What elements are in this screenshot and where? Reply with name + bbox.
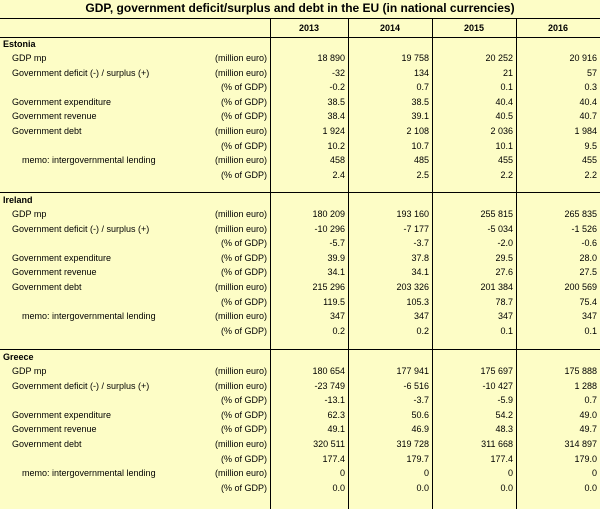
row-label: Government debt	[12, 282, 82, 292]
value-cell: 34.1	[327, 267, 345, 278]
row-label: Government deficit (-) / surplus (+)	[12, 223, 150, 234]
year-header: 2015	[463, 23, 485, 33]
year-header: 2016	[547, 23, 569, 33]
row-label: Government revenue	[12, 424, 97, 435]
row-unit: (% of GDP)	[220, 169, 267, 180]
value-cell: 0	[507, 468, 513, 479]
value-cell: 49.7	[579, 424, 597, 435]
value-cell: 2.4	[332, 169, 345, 180]
value-cell: 0.0	[416, 482, 429, 493]
row-label: Government revenue	[12, 267, 97, 278]
value-cell: 215 296	[312, 282, 345, 292]
value-cell: 1 288	[574, 380, 597, 391]
value-cell: 311 668	[481, 439, 513, 449]
value-cell: 19 758	[401, 53, 429, 63]
row-unit: (million euro)	[214, 223, 267, 234]
row-label: Government expenditure	[12, 409, 112, 420]
value-cell: 2 108	[406, 126, 429, 136]
value-cell: -3.7	[413, 395, 429, 406]
value-cell: 0	[591, 468, 597, 479]
value-cell: 177 941	[396, 366, 429, 376]
row-unit: (million euro)	[214, 380, 267, 391]
column-divider	[432, 18, 433, 509]
column-divider	[348, 18, 349, 509]
value-cell: -1 526	[571, 223, 597, 234]
row-unit: (million euro)	[214, 439, 267, 449]
row-label: Government deficit (-) / surplus (+)	[12, 67, 150, 78]
value-cell: 455	[581, 155, 597, 166]
row-label: GDP mp	[12, 209, 47, 219]
value-cell: 2.2	[500, 169, 513, 180]
table-row	[0, 364, 600, 378]
value-cell: 38.5	[327, 96, 345, 107]
value-cell: 0.0	[584, 482, 597, 493]
table-title: GDP, government deficit/surplus and debt in the EU (in national currencies)	[85, 1, 515, 15]
value-cell: 347	[413, 311, 429, 322]
value-cell: 38.5	[411, 96, 429, 107]
value-cell: 0.0	[500, 482, 513, 493]
value-cell: 485	[413, 155, 429, 166]
value-cell: 49.1	[327, 424, 345, 435]
row-unit: (million euro)	[214, 67, 267, 78]
value-cell: 0.0	[332, 482, 345, 493]
row-label: Government revenue	[12, 111, 97, 122]
value-cell: 0.2	[416, 325, 429, 336]
value-cell: 175 697	[480, 366, 513, 376]
value-cell: -5 034	[487, 223, 513, 234]
value-cell: 0	[339, 468, 345, 479]
row-unit: (% of GDP)	[220, 482, 267, 493]
value-cell: 2.2	[584, 169, 597, 180]
table-row	[0, 265, 600, 279]
value-cell: 203 326	[396, 282, 429, 292]
value-cell: 0.1	[584, 325, 597, 336]
value-cell: 37.8	[411, 252, 429, 263]
value-cell: -2.0	[497, 238, 513, 249]
year-header: 2013	[298, 23, 320, 33]
value-cell: -0.2	[329, 82, 345, 93]
value-cell: 175 888	[564, 366, 597, 376]
value-cell: 49.0	[579, 409, 597, 420]
value-cell: 347	[329, 311, 345, 322]
table-row	[0, 109, 600, 123]
table-row	[0, 139, 600, 153]
table-row	[0, 153, 600, 167]
value-cell: -32	[331, 67, 345, 78]
row-label: Government deficit (-) / surplus (+)	[12, 380, 150, 391]
value-cell: 319 728	[396, 439, 429, 449]
table-row	[0, 295, 600, 309]
row-unit: (million euro)	[214, 155, 267, 166]
value-cell: 34.1	[411, 267, 429, 278]
value-cell: 0.7	[416, 82, 429, 93]
row-unit: (% of GDP)	[220, 140, 267, 151]
row-label: memo: intergovernmental lending	[22, 311, 156, 322]
value-cell: 320 511	[313, 439, 345, 449]
table-row	[0, 80, 600, 94]
table-row	[0, 66, 600, 80]
value-cell: 57	[586, 67, 597, 78]
value-cell: 177.4	[490, 453, 513, 464]
row-unit: (million euro)	[214, 366, 267, 376]
value-cell: 179.7	[406, 453, 429, 464]
row-unit: (% of GDP)	[220, 409, 267, 420]
value-cell: 455	[497, 155, 513, 166]
row-label: memo: intergovernmental lending	[22, 468, 156, 479]
row-label: Government debt	[12, 126, 82, 136]
table-row	[0, 379, 600, 393]
value-cell: 40.7	[579, 111, 597, 122]
value-cell: 119.5	[323, 296, 345, 307]
value-cell: -23 749	[314, 380, 345, 391]
row-label: memo: intergovernmental lending	[22, 155, 156, 166]
value-cell: 0.3	[584, 82, 597, 93]
row-unit: (% of GDP)	[220, 296, 267, 307]
value-cell: 10.1	[495, 140, 513, 151]
row-label: Government expenditure	[12, 252, 112, 263]
value-cell: -5.9	[497, 395, 513, 406]
country-title: Greece	[3, 352, 34, 362]
table-row	[0, 207, 600, 221]
row-unit: (million euro)	[214, 311, 267, 322]
value-cell: 201 384	[480, 282, 513, 292]
value-cell: 10.2	[327, 140, 345, 151]
value-cell: 179.0	[574, 453, 597, 464]
row-unit: (million euro)	[214, 282, 267, 292]
value-cell: 28.0	[579, 252, 597, 263]
value-cell: 1 924	[322, 126, 345, 136]
row-unit: (% of GDP)	[220, 424, 267, 435]
value-cell: 0.1	[500, 82, 513, 93]
row-unit: (% of GDP)	[220, 111, 267, 122]
table-row	[0, 168, 600, 182]
value-cell: 29.5	[495, 252, 513, 263]
section-divider	[0, 192, 600, 193]
value-cell: 0.2	[332, 325, 345, 336]
value-cell: 1 984	[574, 126, 597, 136]
row-unit: (million euro)	[214, 126, 267, 136]
value-cell: 75.4	[579, 296, 597, 307]
table-row	[0, 124, 600, 138]
row-unit: (% of GDP)	[220, 453, 267, 464]
value-cell: 40.4	[495, 96, 513, 107]
value-cell: 27.6	[495, 267, 513, 278]
value-cell: 0.7	[584, 395, 597, 406]
table-row	[0, 280, 600, 294]
country-title: Estonia	[3, 39, 36, 49]
row-unit: (million euro)	[214, 53, 267, 63]
value-cell: 0.1	[500, 325, 513, 336]
value-cell: 177.4	[322, 453, 345, 464]
row-unit: (% of GDP)	[220, 395, 267, 406]
row-label: GDP mp	[12, 53, 47, 63]
row-unit: (million euro)	[214, 468, 267, 479]
value-cell: 50.6	[411, 409, 429, 420]
value-cell: 46.9	[411, 424, 429, 435]
table-row	[0, 481, 600, 495]
section-divider	[0, 349, 600, 350]
value-cell: -10 427	[482, 380, 513, 391]
value-cell: 105.3	[406, 296, 429, 307]
value-cell: 347	[581, 311, 597, 322]
value-cell: 2.5	[416, 169, 429, 180]
table-row	[0, 408, 600, 422]
value-cell: 0	[423, 468, 429, 479]
value-cell: -5.7	[329, 238, 345, 249]
value-cell: 10.7	[411, 140, 429, 151]
row-unit: (% of GDP)	[220, 252, 267, 263]
value-cell: 20 252	[485, 53, 513, 63]
row-unit: (% of GDP)	[220, 267, 267, 278]
value-cell: 38.4	[327, 111, 345, 122]
value-cell: 39.1	[411, 111, 429, 122]
column-divider	[270, 18, 271, 509]
value-cell: 40.4	[579, 96, 597, 107]
table-row	[0, 251, 600, 265]
table-row	[0, 466, 600, 480]
value-cell: 62.3	[327, 409, 345, 420]
value-cell: 27.5	[579, 267, 597, 278]
table-row	[0, 437, 600, 451]
value-cell: -3.7	[413, 238, 429, 249]
value-cell: 39.9	[327, 252, 345, 263]
value-cell: 78.7	[495, 296, 513, 307]
row-unit: (% of GDP)	[220, 238, 267, 249]
value-cell: 18 890	[317, 53, 345, 63]
row-label: GDP mp	[12, 366, 47, 376]
table-row	[0, 309, 600, 323]
row-unit: (% of GDP)	[220, 82, 267, 93]
value-cell: -10 296	[314, 223, 345, 234]
column-divider	[516, 18, 517, 509]
value-cell: 255 815	[480, 209, 513, 219]
table-row	[0, 324, 600, 338]
table-row	[0, 222, 600, 236]
value-cell: 54.2	[495, 409, 513, 420]
value-cell: 314 897	[564, 439, 597, 449]
value-cell: 2 036	[490, 126, 513, 136]
value-cell: 48.3	[495, 424, 513, 435]
row-unit: (% of GDP)	[220, 96, 267, 107]
row-label: Government debt	[12, 439, 82, 449]
row-label: Government expenditure	[12, 96, 112, 107]
table-row	[0, 95, 600, 109]
value-cell: 180 654	[312, 366, 345, 376]
row-unit: (% of GDP)	[220, 325, 267, 336]
row-unit: (million euro)	[214, 209, 267, 219]
value-cell: 21	[502, 67, 513, 78]
value-cell: -0.6	[581, 238, 597, 249]
year-header-row	[0, 18, 600, 38]
table-row	[0, 393, 600, 407]
value-cell: 180 209	[312, 209, 345, 219]
value-cell: 458	[329, 155, 345, 166]
value-cell: 200 569	[564, 282, 597, 292]
value-cell: 20 916	[569, 53, 597, 63]
table-row	[0, 51, 600, 65]
country-title: Ireland	[3, 195, 33, 205]
value-cell: 265 835	[564, 209, 597, 219]
table-row	[0, 452, 600, 466]
value-cell: 134	[413, 67, 429, 78]
table-row	[0, 236, 600, 250]
value-cell: 9.5	[584, 140, 597, 151]
value-cell: 193 160	[396, 209, 429, 219]
value-cell: 40.5	[495, 111, 513, 122]
value-cell: 347	[497, 311, 513, 322]
value-cell: -13.1	[324, 395, 345, 406]
value-cell: -7 177	[403, 223, 429, 234]
table-row	[0, 422, 600, 436]
value-cell: -6 516	[403, 380, 429, 391]
year-header: 2014	[379, 23, 401, 33]
